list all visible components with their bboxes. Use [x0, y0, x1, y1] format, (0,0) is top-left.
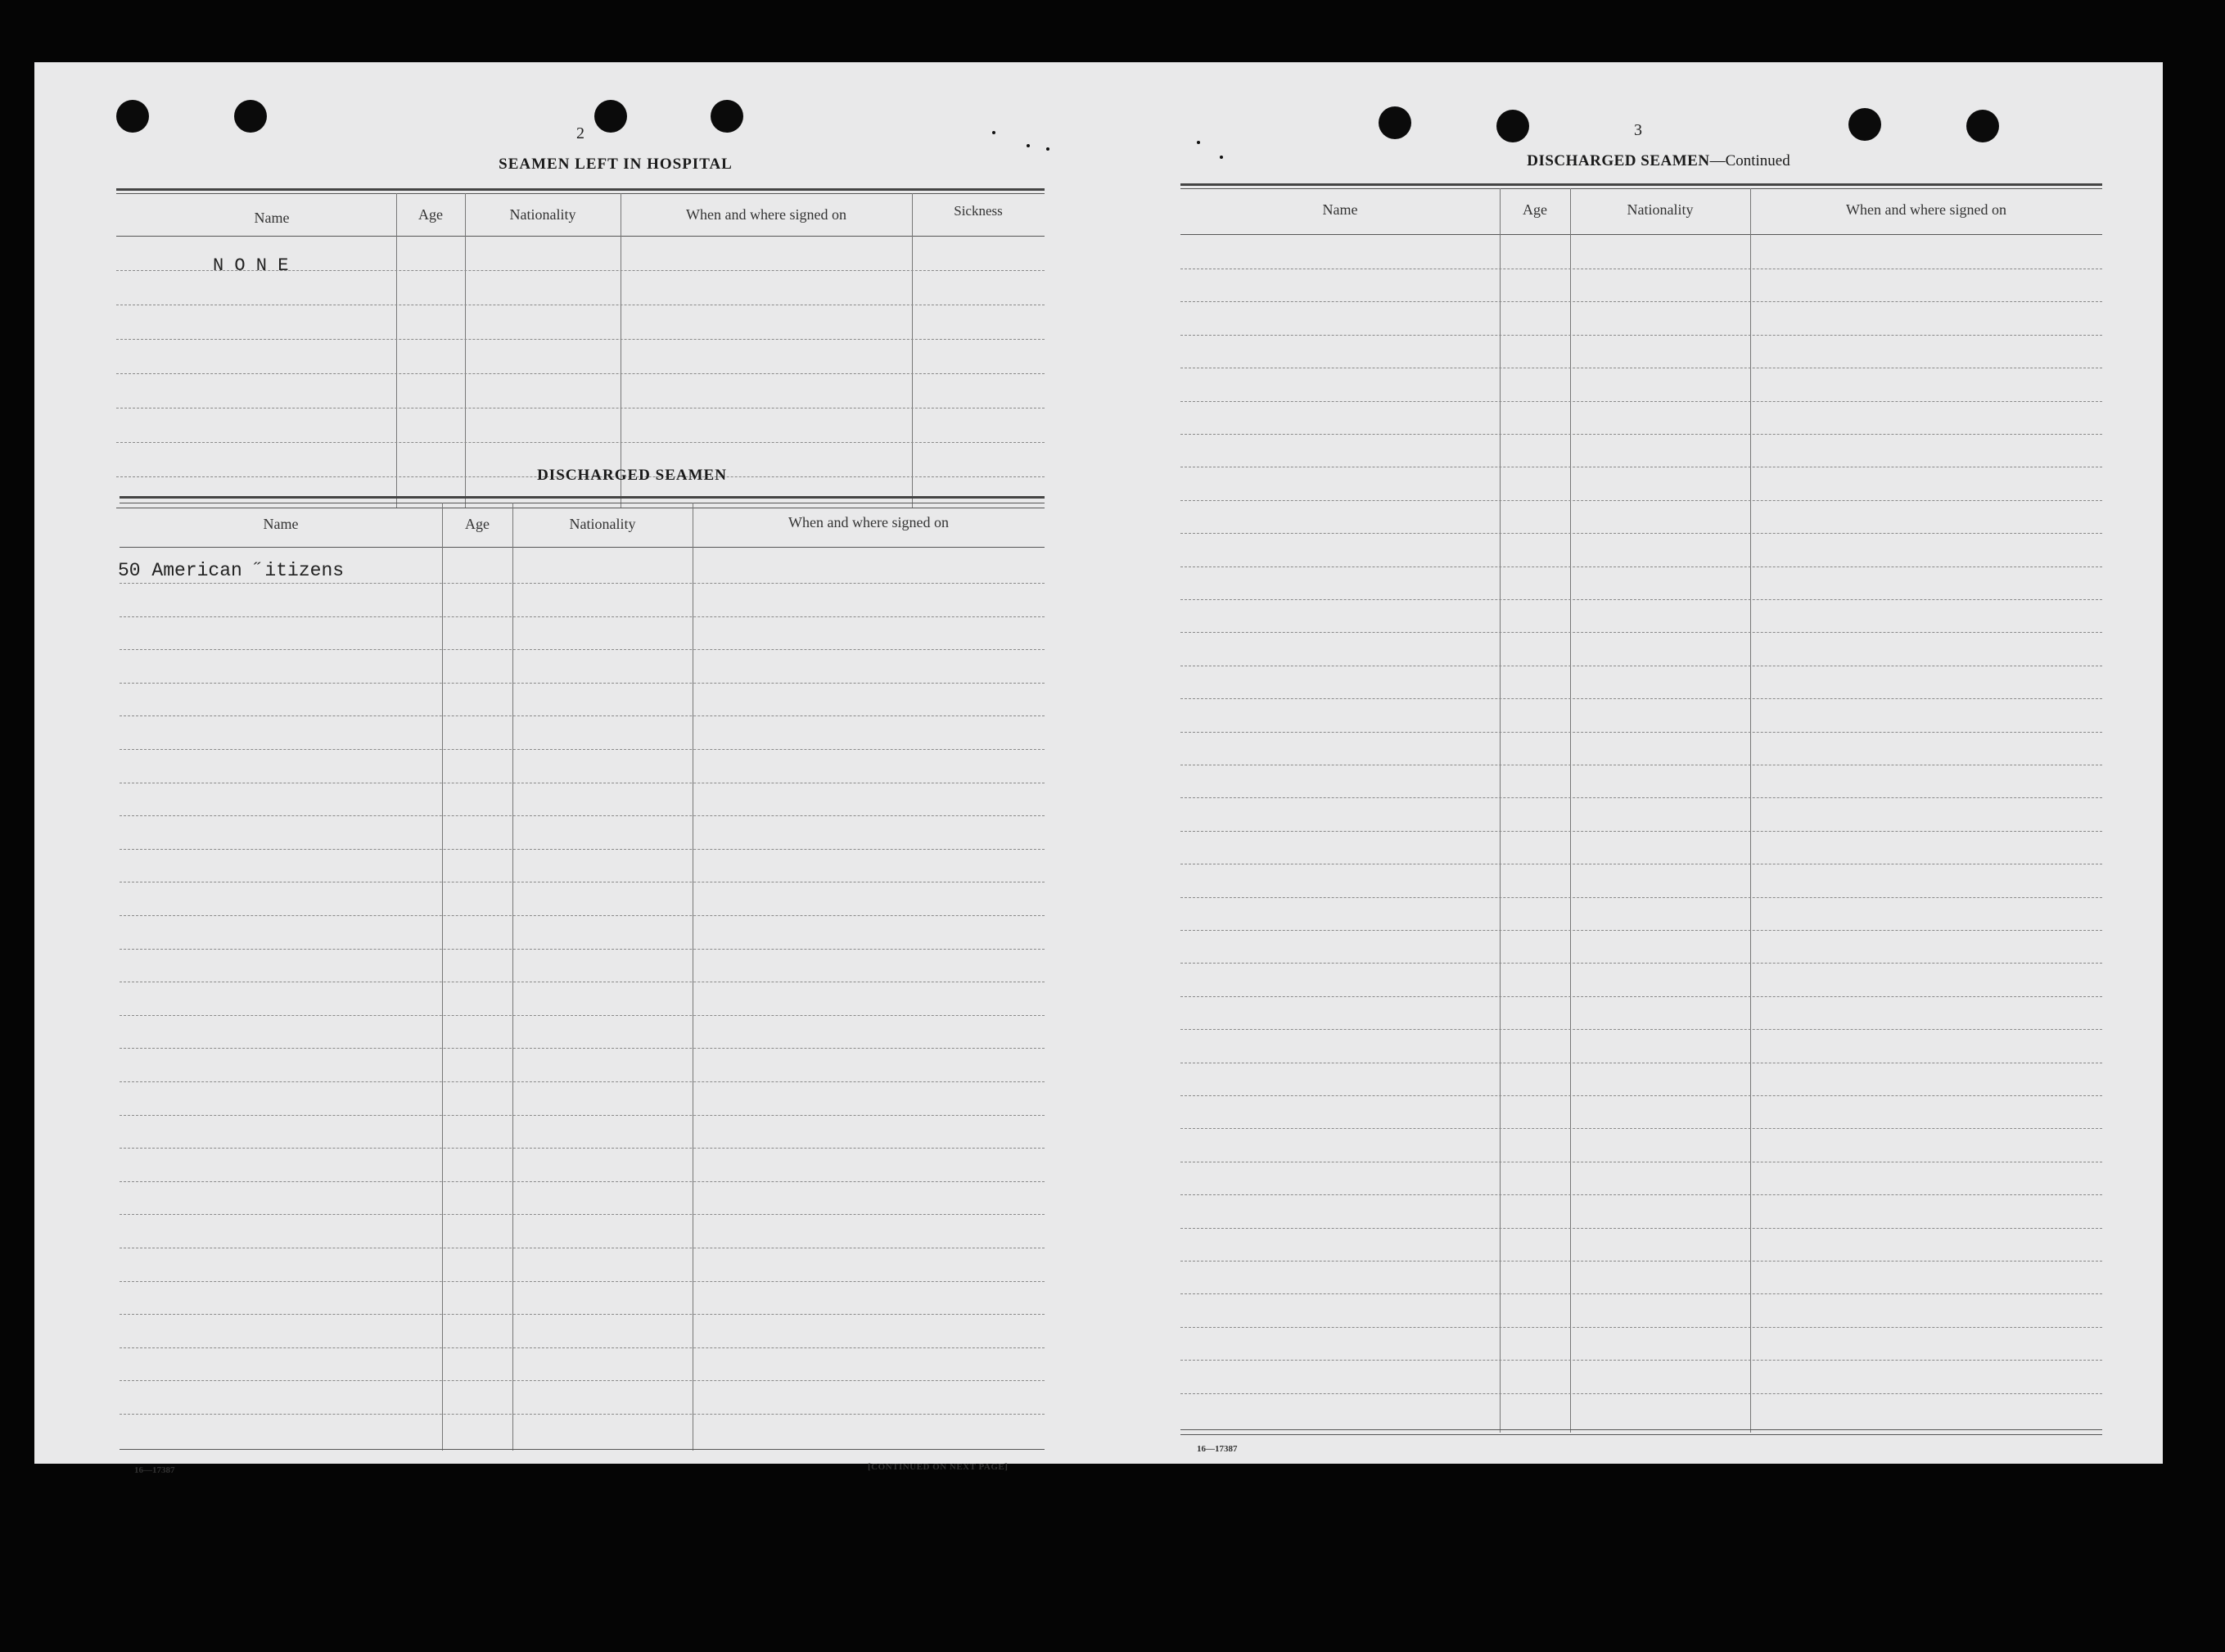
- row-line: [1180, 566, 2102, 567]
- row-line: [120, 849, 1045, 850]
- row-line: [120, 1347, 1045, 1348]
- col-divider: [1500, 188, 1501, 1433]
- row-line: [1180, 500, 2102, 501]
- row-line: [120, 683, 1045, 684]
- continued-note: [CONTINUED ON NEXT PAGE]: [868, 1462, 1009, 1472]
- hospital-col-sickness: Sickness: [954, 203, 1003, 219]
- form-code: 16—17387: [134, 1465, 175, 1475]
- punch-hole-icon: [234, 100, 267, 133]
- row-line: [1180, 335, 2102, 336]
- punch-hole-icon: [711, 100, 743, 133]
- punch-hole-icon: [594, 100, 627, 133]
- row-line: [1180, 533, 2102, 534]
- col-divider: [396, 193, 397, 508]
- row-line: [1180, 1228, 2102, 1229]
- discharged-entry: 50 American ˝itizens: [118, 560, 345, 581]
- header-underline: [120, 547, 1045, 548]
- row-line: [116, 373, 1045, 374]
- row-line: [1180, 996, 2102, 997]
- row-line: [1180, 301, 2102, 302]
- discharged-col-signed-on: When and where signed on: [788, 514, 949, 530]
- row-line: [1180, 1393, 2102, 1394]
- row-line: [120, 1181, 1045, 1182]
- row-line: [120, 949, 1045, 950]
- hospital-section-title: SEAMEN LEFT IN HOSPITAL: [499, 156, 733, 173]
- row-line: [1180, 401, 2102, 402]
- col-divider: [912, 193, 913, 508]
- page-number: 3: [1634, 121, 1642, 139]
- punch-hole-icon: [1496, 110, 1529, 142]
- discharged-continued-title: [1454, 152, 1863, 170]
- row-line: [1180, 1194, 2102, 1195]
- row-line: [1180, 797, 2102, 798]
- right-col-signed-on: When and where signed on: [1846, 201, 2006, 218]
- header-underline: [1180, 234, 2102, 235]
- discharged-col-age: Age: [465, 516, 490, 532]
- col-divider: [465, 193, 466, 508]
- col-divider: [1750, 188, 1751, 1433]
- row-line: [1180, 1360, 2102, 1361]
- form-code: 16—17387: [1197, 1444, 1238, 1454]
- row-line: [120, 1314, 1045, 1315]
- header-underline: [116, 236, 1045, 237]
- punch-hole-icon: [1379, 106, 1411, 139]
- row-line: [1180, 1261, 2102, 1262]
- title-suffix: —Continued: [1709, 152, 1790, 169]
- punch-hole-icon: [116, 100, 149, 133]
- row-line: [120, 815, 1045, 816]
- table-top-rule: [1180, 188, 2102, 189]
- right-col-nationality: Nationality: [1627, 201, 1694, 218]
- row-line: [120, 649, 1045, 650]
- col-divider: [1570, 188, 1571, 1433]
- speck: [992, 131, 995, 134]
- table-top-rule: [1180, 183, 2102, 186]
- speck: [1220, 156, 1223, 159]
- row-line: [1180, 632, 2102, 633]
- row-line: [1180, 1293, 2102, 1294]
- col-divider: [512, 503, 513, 1451]
- row-line: [1180, 1327, 2102, 1328]
- table-bottom-rule: [1180, 1434, 2102, 1435]
- row-line: [1180, 831, 2102, 832]
- hospital-col-nationality: Nationality: [509, 206, 576, 223]
- discharged-col-nationality: Nationality: [569, 516, 636, 532]
- hospital-entry: N O N E: [213, 255, 289, 276]
- row-line: [1180, 599, 2102, 600]
- table-top-rule: [116, 193, 1045, 194]
- document-sheet: [34, 62, 2163, 1475]
- row-line: [120, 1115, 1045, 1116]
- page-number: 2: [576, 124, 584, 142]
- col-divider: [442, 503, 443, 1451]
- row-line: [120, 749, 1045, 750]
- row-line: [1180, 930, 2102, 931]
- hospital-col-name: Name: [254, 210, 290, 226]
- row-line: [1180, 1029, 2102, 1030]
- right-col-age: Age: [1523, 201, 1547, 218]
- row-line: [1180, 732, 2102, 733]
- hospital-col-age: Age: [418, 206, 443, 223]
- punch-hole-icon: [1848, 108, 1881, 141]
- row-line: [120, 583, 1045, 584]
- row-line: [120, 915, 1045, 916]
- row-line: [1180, 698, 2102, 699]
- row-line: [120, 1414, 1045, 1415]
- right-col-name: Name: [1322, 201, 1358, 218]
- row-line: [120, 1380, 1045, 1381]
- row-line: [120, 1048, 1045, 1049]
- speck: [1046, 147, 1049, 151]
- punch-hole-icon: [1966, 110, 1999, 142]
- table-bottom-rule: [1180, 1429, 2102, 1430]
- row-line: [116, 442, 1045, 443]
- hospital-col-signed-on: When and where signed on: [686, 206, 846, 223]
- row-line: [1180, 1095, 2102, 1096]
- title-main: DISCHARGED SEAMEN: [1527, 152, 1710, 169]
- row-line: [120, 1081, 1045, 1082]
- row-line: [120, 1214, 1045, 1215]
- speck: [1027, 144, 1030, 147]
- table-top-rule: [116, 188, 1045, 191]
- row-line: [120, 715, 1045, 716]
- speck: [1197, 141, 1200, 144]
- row-line: [120, 1015, 1045, 1016]
- discharged-section-title: DISCHARGED SEAMEN: [537, 467, 727, 484]
- row-line: [1180, 963, 2102, 964]
- row-line: [116, 339, 1045, 340]
- row-line: [1180, 434, 2102, 435]
- table-top-rule: [120, 496, 1045, 499]
- row-line: [1180, 897, 2102, 898]
- row-line: [120, 616, 1045, 617]
- row-line: [1180, 1128, 2102, 1129]
- row-line: [120, 1148, 1045, 1149]
- row-line: [120, 1281, 1045, 1282]
- table-bottom-rule: [120, 1449, 1045, 1450]
- discharged-col-name: Name: [263, 516, 299, 532]
